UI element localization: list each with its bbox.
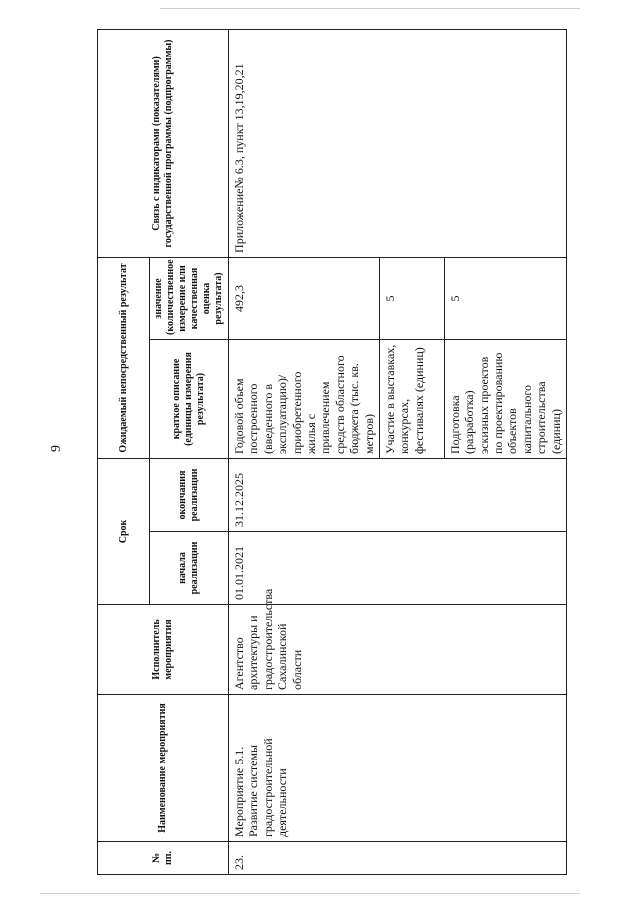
header-result: Ожидаемый непосредственный результат [98, 257, 150, 458]
header-executor: Исполнитель мероприятия [98, 605, 229, 695]
cell-result-value: 5 [444, 257, 566, 339]
cell-result-value: 5 [379, 257, 444, 339]
header-term: Срок [98, 458, 150, 604]
cell-end: 31.12.2025 [229, 458, 567, 531]
header-result-value: значение (количественное измерение или качественная оценка результата) [150, 257, 229, 339]
cell-result-desc: Годовой объем построенного (введенного в эксплуатацию)/приобретенного жилья с привлечением средств областного бюджета (тыс. кв. метров) [229, 339, 380, 458]
header-link: Связь с индикаторами (показателями) государственной программы (подпрограммы) [98, 29, 229, 257]
cell-num: 23. [229, 842, 567, 875]
header-term-start: начала реализации [150, 532, 229, 605]
cell-start: 01.01.2021 [229, 532, 567, 605]
cell-name: Мероприятие 5.1. Развитие системы градостроительной деятельности [229, 695, 567, 842]
scan-edge-line-bottom [40, 893, 580, 894]
cell-link: Приложение№ 6.3, пункт 13,19,20,21 [229, 29, 567, 257]
header-result-desc: краткое описание (единицы измерения результата) [150, 339, 229, 458]
rotated-table-container [97, 30, 563, 875]
header-term-end: окончания реализации [150, 458, 229, 531]
header-num: № пп. [98, 842, 229, 875]
cell-result-value: 492,3 [229, 257, 380, 339]
cell-result-desc: Подготовка (разработка) эскизных проектов по проектированию объектов капитального строительства (единиц) [444, 339, 566, 458]
scan-edge-line-top [160, 8, 580, 9]
cell-executor: Агентство архитектуры и градостроительства Сахалинской области [229, 605, 567, 695]
activity-table [97, 29, 567, 875]
header-name: Наименование мероприятия [98, 695, 229, 842]
page-number: 9 [49, 445, 64, 452]
header-row-1 [98, 29, 150, 874]
cell-result-desc: Участие в выставках, конкурсах, фестивалях (единиц) [379, 339, 444, 458]
table-row [229, 29, 380, 874]
